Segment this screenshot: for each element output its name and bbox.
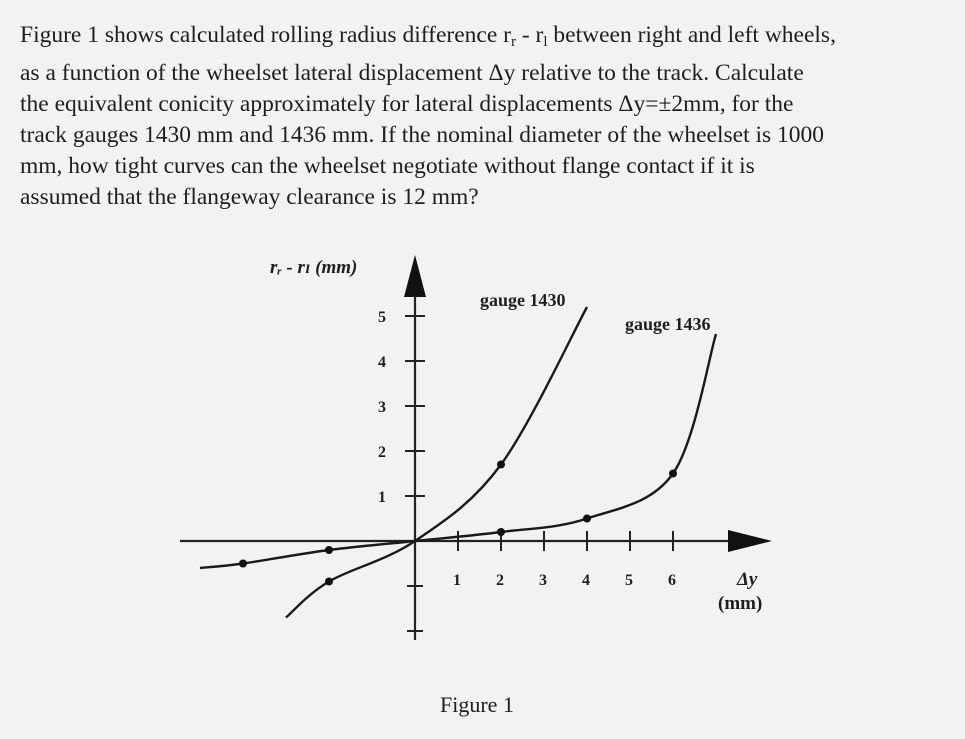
series-1-point — [669, 470, 677, 478]
x-tick-label-2: 2 — [496, 572, 504, 589]
y-tick-label-1: 1 — [378, 489, 386, 506]
series-line-0 — [286, 307, 587, 618]
x-axis-arrow — [728, 530, 772, 552]
problem-line-4: track gauges 1430 mm and 1436 mm. If the nominal diameter of the wheelset is 1000 — [20, 122, 825, 148]
y-tick-label-4: 4 — [378, 354, 386, 371]
figure-caption: Figure 1 — [440, 692, 514, 717]
y-axis-label: rᵣ - rₗ (mm) — [270, 257, 358, 278]
y-tick-label-5: 5 — [378, 309, 386, 326]
problem-line-1-a: Figure 1 shows calculated rolling radius difference r — [20, 22, 511, 48]
series-1-point — [239, 560, 247, 568]
series-layer — [200, 307, 716, 618]
series-1-point — [583, 515, 591, 523]
problem-line-2: as a function of the wheelset lateral displacement Δy relative to the track. Calculate — [20, 60, 804, 86]
x-tick-label-6: 6 — [668, 572, 676, 589]
problem-line-1-b: - r — [515, 22, 544, 48]
x-axis-label-symbol: Δy — [737, 569, 758, 590]
problem-line-3: the equivalent conicity approximately for lateral displacements Δy=±2mm, for the — [20, 91, 794, 117]
subscript-r: r — [510, 34, 516, 50]
x-axis-label-unit: (mm) — [718, 593, 763, 614]
gauge-1430-label: gauge 1430 — [480, 290, 566, 310]
problem-line-6: assumed that the flangeway clearance is 12 mm? — [20, 184, 479, 210]
subscript-l: l — [543, 34, 548, 50]
y-ticks — [378, 309, 425, 631]
series-0-point — [497, 461, 505, 469]
x-tick-label-3: 3 — [539, 572, 547, 589]
x-tick-label-4: 4 — [582, 572, 590, 589]
y-axis-arrow — [404, 255, 426, 297]
y-tick-label-2: 2 — [378, 444, 386, 461]
x-ticks — [453, 531, 676, 589]
gauge-1436-label: gauge 1436 — [625, 314, 711, 334]
series-0-point — [325, 578, 333, 586]
problem-line-5: mm, how tight curves can the wheelset negotiate without flange contact if it is — [20, 153, 755, 179]
x-tick-label-5: 5 — [625, 572, 633, 589]
problem-line-1-c: between right and left wheels, — [547, 22, 836, 48]
x-tick-label-1: 1 — [453, 572, 461, 589]
series-1-point — [497, 528, 505, 536]
series-1-point — [325, 546, 333, 554]
y-tick-label-3: 3 — [378, 399, 386, 416]
